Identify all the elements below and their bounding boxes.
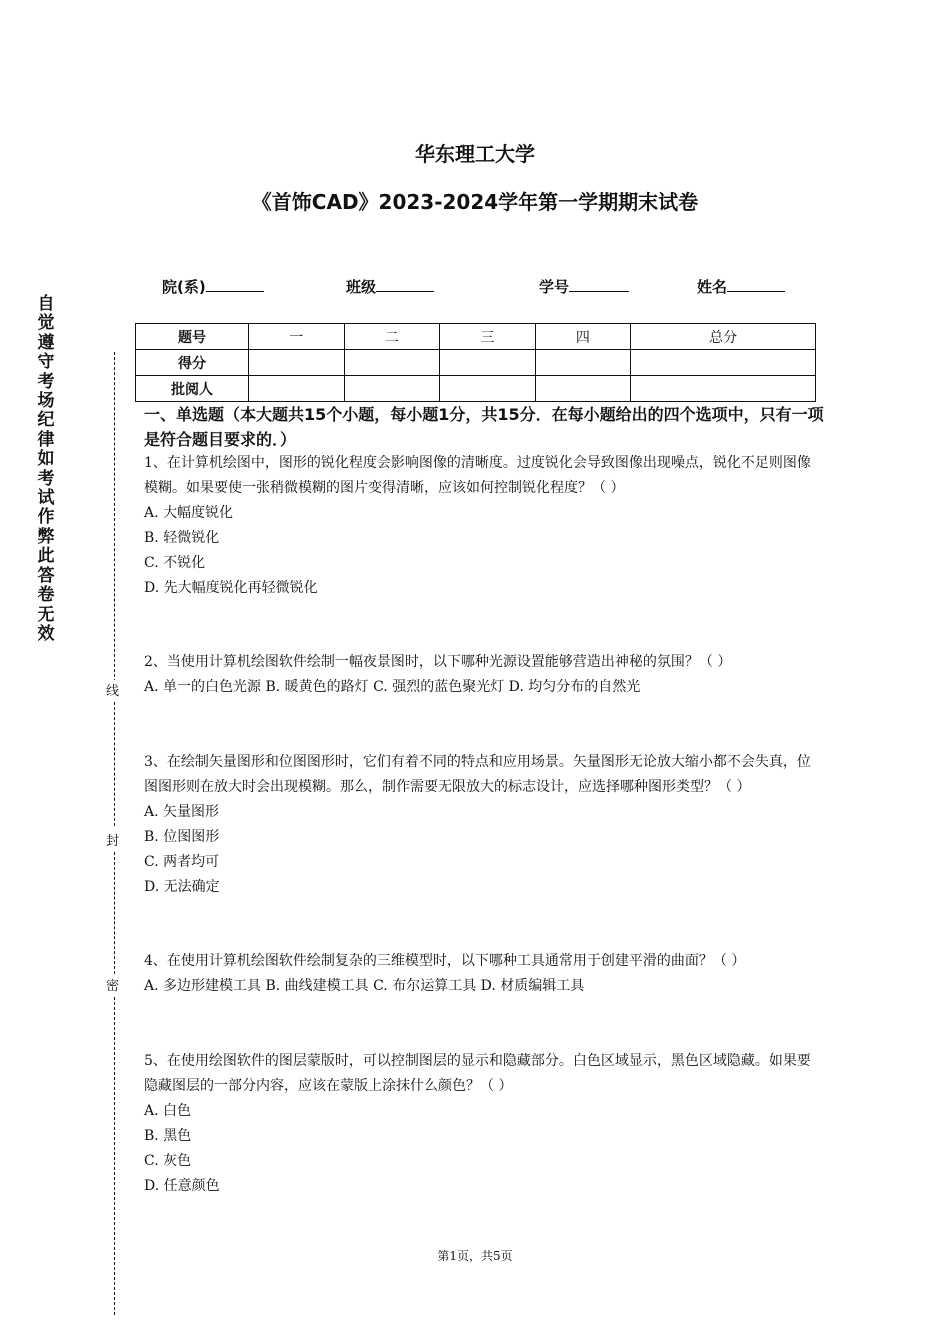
question-3 (144, 750, 824, 900)
option-b[interactable]: B. 位图图形 (144, 829, 220, 845)
reviewer-cell[interactable] (631, 376, 816, 402)
reviewer-cell[interactable] (249, 376, 345, 402)
side-notice: 自觉遵守考场纪律如考试作弊此答卷无效 (37, 294, 55, 644)
table-header-cell: 一 (249, 324, 345, 350)
score-cell[interactable] (249, 350, 345, 376)
reviewer-cell[interactable] (344, 376, 440, 402)
name-field[interactable] (697, 276, 785, 297)
department-label: 院(系) (162, 278, 206, 296)
row-label: 得分 (136, 350, 249, 376)
department-blank[interactable] (206, 276, 264, 292)
name-label: 姓名 (697, 278, 728, 296)
class-field[interactable] (346, 276, 434, 297)
option-d[interactable]: D. 任意颜色 (144, 1178, 220, 1194)
table-header-cell: 三 (440, 324, 536, 350)
option-a[interactable]: A. 矢量图形 (144, 804, 220, 820)
inline-options[interactable]: A. 多边形建模工具 B. 曲线建模工具 C. 布尔运算工具 D. 材质编辑工具 (144, 978, 585, 994)
question-stem: 2、当使用计算机绘图软件绘制一幅夜景图时，以下哪种光源设置能够营造出神秘的氛围？（ ） (144, 654, 732, 670)
table-header-cell: 四 (535, 324, 631, 350)
exam-title: 《首饰CAD》2023-2024学年第一学期期末试卷 (251, 190, 699, 214)
question-stem: 3、在绘制矢量图形和位图图形时，它们有着不同的特点和应用场景。矢量图形无论放大缩小都不会失真，位图图形则在放大时会出现模糊。那么，制作需要无限放大的标志设计，应选择哪种图形类型？（ ） (144, 754, 811, 795)
option-c[interactable]: C. 两者均可 (144, 854, 220, 870)
student-id-field[interactable] (539, 276, 629, 297)
option-d[interactable]: D. 无法确定 (144, 879, 220, 895)
score-table (135, 323, 816, 402)
score-cell[interactable] (535, 350, 631, 376)
binding-line-segment (114, 997, 115, 1315)
binding-mark-line: 线 (106, 680, 119, 699)
score-table-row (136, 376, 816, 402)
question-4 (144, 949, 824, 999)
reviewer-cell[interactable] (440, 376, 536, 402)
score-table-header-row (136, 324, 816, 350)
university-title: 华东理工大学 (415, 142, 535, 166)
score-cell[interactable] (631, 350, 816, 376)
binding-line-segment (114, 852, 115, 974)
table-header-cell: 总分 (631, 324, 816, 350)
question-stem: 4、在使用计算机绘图软件绘制复杂的三维模型时，以下哪种工具通常用于创建平滑的曲面？（ ） (144, 953, 746, 969)
binding-mark-secret: 密 (106, 975, 119, 994)
binding-line-segment (114, 702, 115, 826)
reviewer-cell[interactable] (535, 376, 631, 402)
table-header-cell: 题号 (136, 324, 249, 350)
class-blank[interactable] (376, 276, 434, 292)
binding-mark-seal: 封 (106, 830, 119, 849)
question-1 (144, 451, 824, 601)
student-id-label: 学号 (539, 278, 570, 296)
name-blank[interactable] (727, 276, 785, 292)
option-b[interactable]: B. 轻微锐化 (144, 530, 220, 546)
option-a[interactable]: A. 白色 (144, 1103, 192, 1119)
inline-options[interactable]: A. 单一的白色光源 B. 暖黄色的路灯 C. 强烈的蓝色聚光灯 D. 均匀分布的自然光 (144, 679, 641, 695)
student-id-blank[interactable] (569, 276, 629, 292)
option-c[interactable]: C. 灰色 (144, 1153, 192, 1169)
question-stem: 1、在计算机绘图中，图形的锐化程度会影响图像的清晰度。过度锐化会导致图像出现噪点，锐化不足则图像模糊。如果要使一张稍微模糊的图片变得清晰，应该如何控制锐化程度？（ ） (144, 455, 811, 496)
section-one-title: 一、单选题（本大题共15个小题，每小题1分，共15分．在每小题给出的四个选项中，只有一项是符合题目要求的．） (144, 405, 824, 449)
option-d[interactable]: D. 先大幅度锐化再轻微锐化 (144, 580, 318, 596)
binding-line-segment (114, 352, 115, 682)
question-5 (144, 1049, 824, 1199)
score-cell[interactable] (344, 350, 440, 376)
department-field[interactable] (162, 276, 264, 297)
page-footer: 第1页，共5页 (437, 1249, 513, 1263)
option-a[interactable]: A. 大幅度锐化 (144, 505, 234, 521)
table-header-cell: 二 (344, 324, 440, 350)
class-label: 班级 (346, 278, 377, 296)
option-b[interactable]: B. 黑色 (144, 1128, 192, 1144)
question-2 (144, 650, 824, 700)
row-label: 批阅人 (136, 376, 249, 402)
score-cell[interactable] (440, 350, 536, 376)
option-c[interactable]: C. 不锐化 (144, 555, 206, 571)
question-stem: 5、在使用绘图软件的图层蒙版时，可以控制图层的显示和隐藏部分。白色区域显示，黑色区域隐藏。如果要隐藏图层的一部分内容，应该在蒙版上涂抹什么颜色？（ ） (144, 1053, 811, 1094)
score-table-row (136, 350, 816, 376)
